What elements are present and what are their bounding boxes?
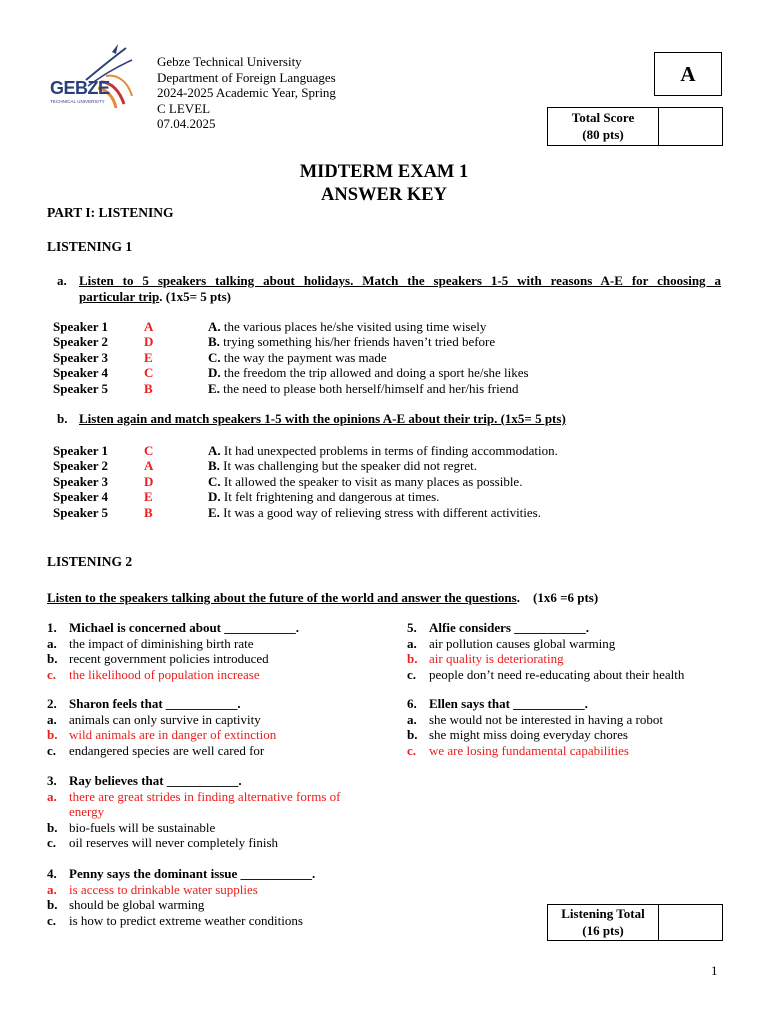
- speaker-name: Speaker 2: [53, 458, 109, 474]
- option-description: the need to please both herself/himself and her/his friend: [223, 380, 519, 396]
- speaker-name: Speaker 1: [53, 319, 109, 334]
- question-text: Michael is concerned about ___________.: [69, 620, 300, 635]
- question-text: Sharon feels that ___________.: [69, 696, 241, 711]
- option-letter: b.: [407, 727, 418, 742]
- university-logo: [46, 42, 138, 112]
- option-description: the various places he/she visited using time wisely: [223, 319, 487, 334]
- university-name: Gebze Technical University: [157, 54, 302, 69]
- speaker-row: [53, 350, 733, 365]
- answer-option: [47, 651, 377, 667]
- answer-letter: C: [144, 365, 154, 381]
- question-number: 1.: [47, 620, 57, 635]
- option-text: [208, 381, 518, 396]
- option-text: [208, 365, 529, 380]
- section-a-instruction: Listen to 5 speakers talking about holidays. Match the speakers 1-5 with reasons A-E for choosing a: [79, 273, 721, 288]
- option-text: [208, 474, 522, 489]
- option-letter: A.: [208, 443, 221, 458]
- option-letter: b.: [47, 819, 58, 835]
- speaker-name: Speaker 1: [53, 443, 109, 458]
- listening1-heading: LISTENING 1: [47, 239, 133, 254]
- correct-option: [47, 667, 377, 683]
- answer-letter: B: [144, 380, 153, 396]
- correct-option: [407, 651, 737, 667]
- speaker-row: [53, 319, 733, 334]
- answer-option: [407, 727, 737, 743]
- option-text: she would not be interested in having a robot: [429, 711, 663, 727]
- option-text-continued: [47, 804, 377, 820]
- option-text: is how to predict extreme weather conditions: [69, 912, 303, 928]
- option-text: should be global warming: [69, 897, 205, 912]
- option-text: air quality is deteriorating: [429, 651, 564, 666]
- section-b-instruction: Listen again and match speakers 1-5 with the opinions A-E about their trip. (1x5= 5 pts): [79, 411, 566, 426]
- question-stem: [47, 866, 377, 882]
- total-score-field[interactable]: [659, 108, 722, 145]
- part-heading: PART I: LISTENING: [47, 205, 174, 220]
- version-box: A: [654, 52, 722, 96]
- speaker-row: [53, 443, 733, 458]
- question-stem: [407, 620, 737, 636]
- correct-option: [47, 789, 377, 805]
- option-text: wild animals are in danger of extinction: [69, 727, 277, 742]
- option-description: trying something his/her friends haven’t tried before: [223, 334, 496, 350]
- option-letter: B.: [208, 334, 220, 350]
- section-a-letter: a.: [57, 273, 67, 288]
- answer-letter: A: [144, 458, 154, 474]
- option-text: [208, 443, 558, 458]
- speaker-row: [53, 458, 733, 473]
- listening-total-field[interactable]: [659, 905, 722, 940]
- correct-option: [407, 743, 737, 759]
- listening2-instruction: Listen to the speakers talking about the future of the world and answer the questions. (1x6 =6 pts): [47, 590, 599, 605]
- answer-option: [47, 712, 377, 728]
- question-text: Penny says the dominant issue ___________.: [69, 866, 316, 881]
- option-letter: b.: [47, 897, 58, 912]
- answer-option: [407, 667, 737, 683]
- option-letter: a.: [47, 881, 57, 897]
- option-description: It allowed the speaker to visit as many places as possible.: [223, 473, 523, 489]
- answer-option: [47, 743, 377, 759]
- question-stem: [47, 696, 377, 712]
- option-text-cont: energy: [69, 804, 105, 819]
- option-letter: b.: [407, 651, 418, 666]
- correct-option: [47, 882, 377, 898]
- listening-total-label: Listening Total (16 pts): [548, 905, 659, 940]
- speaker-name: Speaker 5: [53, 380, 109, 396]
- answer-option: [407, 636, 737, 652]
- answer-letter: D: [144, 473, 154, 489]
- option-letter: C.: [208, 473, 221, 489]
- speaker-row: [53, 334, 733, 349]
- department-name: Department of Foreign Languages: [157, 69, 336, 85]
- question-text: Ray believes that ___________.: [69, 773, 242, 788]
- option-letter: a.: [407, 711, 417, 727]
- option-letter: a.: [47, 711, 57, 727]
- option-description: the freedom the trip allowed and doing a sport he/she likes: [223, 365, 529, 381]
- answer-option: [47, 820, 377, 836]
- answer-letter: C: [144, 443, 154, 458]
- answer-option: [47, 897, 377, 913]
- option-text: there are great strides in finding alternative forms of: [69, 788, 341, 804]
- option-text: the impact of diminishing birth rate: [69, 635, 254, 651]
- option-letter: E.: [208, 380, 220, 396]
- option-text: bio-fuels will be sustainable: [69, 819, 216, 835]
- exam-level: C LEVEL: [157, 100, 211, 116]
- section-a-instruction-cont: particular trip. (1x5= 5 pts): [79, 289, 231, 304]
- answer-letter: E: [144, 489, 153, 505]
- listening2-heading: LISTENING 2: [47, 554, 133, 569]
- exam-title: MIDTERM EXAM 1: [299, 162, 469, 182]
- option-letter: c.: [47, 835, 57, 850]
- speaker-name: Speaker 5: [53, 504, 109, 520]
- option-letter: A.: [208, 319, 221, 334]
- speaker-row: [53, 474, 733, 489]
- option-letter: a.: [407, 635, 417, 651]
- page-number: 1: [711, 963, 718, 978]
- exam-subtitle: ANSWER KEY: [321, 185, 447, 205]
- option-text: [208, 334, 495, 349]
- answer-option: [47, 913, 377, 929]
- answer-option: [407, 712, 737, 728]
- answer-letter: B: [144, 504, 153, 520]
- option-letter: c.: [47, 742, 57, 758]
- speaker-name: Speaker 4: [53, 365, 109, 381]
- speaker-name: Speaker 3: [53, 349, 109, 365]
- option-letter: C.: [208, 349, 221, 365]
- question-stem: [47, 620, 377, 636]
- option-letter: a.: [47, 788, 57, 804]
- option-text: [208, 458, 477, 473]
- speaker-row: [53, 489, 733, 504]
- exam-date: 07.04.2025: [157, 116, 216, 131]
- question-text: Alfie considers ___________.: [429, 620, 589, 635]
- logo-subtext: TECHNICAL UNIVERSITY: [50, 99, 105, 104]
- option-letter: D.: [208, 489, 221, 505]
- option-text: recent government policies introduced: [69, 651, 269, 666]
- option-text: [208, 505, 541, 520]
- option-text: endangered species are well cared for: [69, 742, 265, 758]
- answer-letter: E: [144, 349, 153, 365]
- option-text: we are losing fundamental capabilities: [429, 742, 629, 758]
- speaker-name: Speaker 4: [53, 489, 109, 505]
- option-letter: c.: [407, 666, 417, 682]
- question-number: 4.: [47, 866, 57, 881]
- option-letter: B.: [208, 458, 220, 474]
- question-number: 2.: [47, 696, 57, 711]
- correct-option: [47, 727, 377, 743]
- option-letter: a.: [47, 635, 57, 651]
- option-description: It had unexpected problems in terms of finding accommodation.: [223, 443, 558, 458]
- answer-letter: A: [144, 319, 154, 334]
- speaker-name: Speaker 3: [53, 473, 109, 489]
- logo-text: GEBZE: [50, 78, 110, 98]
- listening-total-box: [547, 904, 723, 941]
- option-letter: E.: [208, 504, 220, 520]
- speaker-row: [53, 365, 733, 380]
- answer-option: [47, 835, 377, 851]
- question-number: 6.: [407, 696, 417, 711]
- speaker-row: [53, 505, 733, 520]
- total-score-box: [547, 107, 723, 146]
- option-letter: c.: [407, 742, 417, 758]
- option-text: [208, 319, 486, 334]
- option-text: people don’t need re-educating about their health: [429, 666, 685, 682]
- option-description: It felt frightening and dangerous at times.: [223, 489, 440, 505]
- option-text: [208, 350, 387, 365]
- question-text: Ellen says that ___________.: [429, 696, 588, 711]
- academic-year: 2024-2025 Academic Year, Spring: [157, 85, 336, 100]
- option-letter: c.: [47, 666, 57, 682]
- option-text: air pollution causes global warming: [429, 635, 616, 651]
- option-text: the likelihood of population increase: [69, 666, 260, 682]
- option-description: the way the payment was made: [223, 349, 387, 365]
- question-stem: [47, 773, 377, 789]
- option-letter: D.: [208, 365, 221, 381]
- header-info: [157, 54, 336, 132]
- option-description: It was challenging but the speaker did not regret.: [223, 458, 477, 474]
- question-stem: [407, 696, 737, 712]
- option-text: oil reserves will never completely finish: [69, 835, 279, 850]
- total-score-label: Total Score (80 pts): [548, 108, 659, 145]
- question-number: 5.: [407, 620, 417, 635]
- question-number: 3.: [47, 773, 57, 788]
- answer-letter: D: [144, 334, 154, 350]
- option-letter: b.: [47, 727, 58, 742]
- option-description: It was a good way of relieving stress with different activities.: [223, 504, 541, 520]
- section-b-letter: b.: [57, 411, 68, 426]
- option-text: [208, 489, 439, 504]
- speaker-name: Speaker 2: [53, 334, 109, 350]
- option-letter: c.: [47, 912, 57, 928]
- option-text: animals can only survive in captivity: [69, 711, 261, 727]
- option-letter: b.: [47, 651, 58, 666]
- answer-option: [47, 636, 377, 652]
- option-text: she might miss doing everyday chores: [429, 727, 628, 742]
- option-text: is access to drinkable water supplies: [69, 881, 258, 897]
- speaker-row: [53, 381, 733, 396]
